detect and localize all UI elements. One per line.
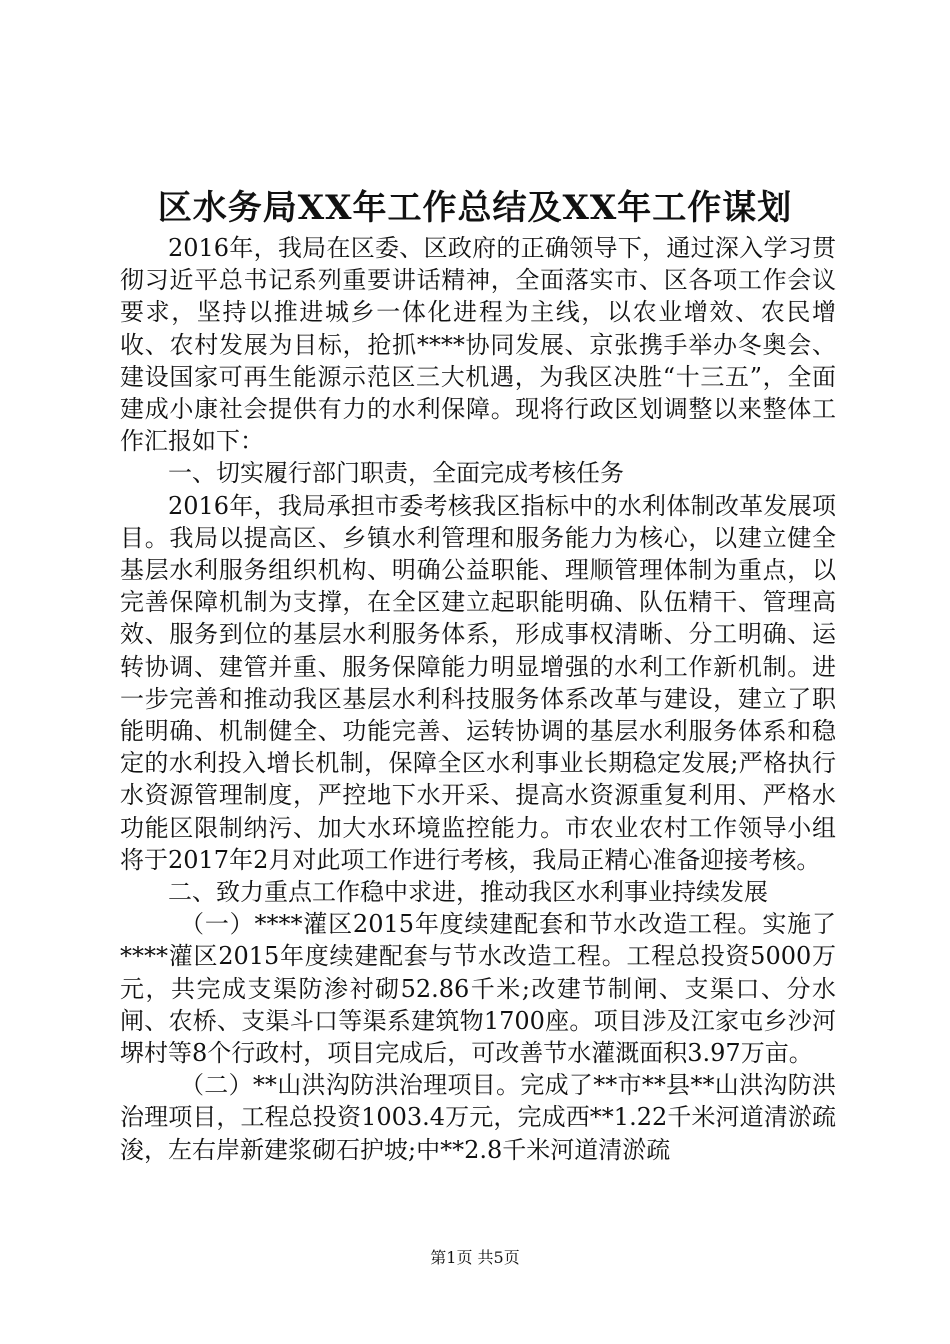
paragraph-item-1: （一）****灌区2015年度续建配套和节水改造工程。实施了****灌区2015年度续建配套与节水改造工程。工程总投资5000万元，共完成支渠防渗衬砌52.86千米;改建节制闸、支渠口、分水闸、农桥、支渠斗口等渠系建筑物1700座。项目涉及江家屯乡沙河堺村等8个行政村，项目完成后，可改善节水灌溉面积3.97万亩。 (120, 910, 836, 1068)
document-body (120, 232, 836, 1166)
section-heading-2: 二、致力重点工作稳中求进，推动我区水利事业持续发展 (168, 878, 768, 907)
paragraph-intro: 2016年，我局在区委、区政府的正确领导下，通过深入学习贯彻习近平总书记系列重要讲话精神，全面落实市、区各项工作会议要求，坚持以推进城乡一体化进程为主线，以农业增效、农民增收、农村发展为目标，抢抓****协同发展、京张携手举办冬奥会、建设国家可再生能源示范区三大机遇，为我区决胜“十三五”，全面建成小康社会提供有力的水利保障。现将行政区划调整以来整体工作汇报如下： (120, 234, 836, 456)
section-heading-1: 一、切实履行部门职责，全面完成考核任务 (168, 459, 624, 488)
paragraph-section-1: 2016年，我局承担市委考核我区指标中的水利体制改革发展项目。我局以提高区、乡镇水利管理和服务能力为核心，以建立健全基层水利服务组织机构、明确公益职能、理顺管理体制为重点，以完善保障机制为支撑，在全区建立起职能明确、队伍精干、管理高效、服务到位的基层水利服务体系，形成事权清晰、分工明确、运转协调、建管并重、服务保障能力明显增强的水利工作新机制。进一步完善和推动我区基层水利科技服务体系改革与建设，建立了职能明确、机制健全、功能完善、运转协调的基层水利服务体系和稳定的水利投入增长机制，保障全区水利事业长期稳定发展;严格执行水资源管理制度，严控地下水开采、提高水资源重复利用、严格水功能区限制纳污、加大水环境监控能力。市农业农村工作领导小组将于2017年2月对此项工作进行考核，我局正精心准备迎接考核。 (120, 491, 836, 874)
page-number: 第1页 共5页 (430, 1248, 520, 1267)
document-title: 区水务局XX年工作总结及XX年工作谋划 (157, 188, 793, 228)
paragraph-item-2: （二）**山洪沟防洪治理项目。完成了**市**县**山洪沟防洪治理项目，工程总投资1003.4万元，完成西**1.22千米河道清淤疏浚，左右岸新建浆砌石护坡;中**2.8千米河道清淤疏 (120, 1071, 836, 1164)
